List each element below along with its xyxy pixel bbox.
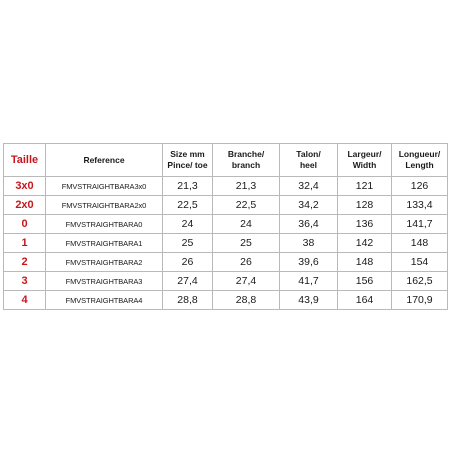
cell-talon: 38: [280, 234, 338, 253]
cell-branche: 22,5: [213, 196, 280, 215]
cell-talon: 36,4: [280, 215, 338, 234]
table-row: [4, 234, 448, 253]
cell-taille: 2x0: [4, 196, 46, 215]
cell-longueur: 141,7: [392, 215, 448, 234]
cell-reference: FMVSTRAIGHTBARA1: [46, 234, 163, 253]
header-talon-line1: Talon/: [296, 149, 321, 159]
cell-longueur: 148: [392, 234, 448, 253]
header-longueur: [392, 144, 448, 177]
table-body: [4, 177, 448, 310]
table-row: [4, 272, 448, 291]
header-longueur-line1: Longueur/: [398, 149, 441, 159]
header-talon: [280, 144, 338, 177]
table-header: [4, 144, 448, 177]
table-row: [4, 291, 448, 310]
cell-largeur: 121: [338, 177, 392, 196]
cell-taille: 1: [4, 234, 46, 253]
table-row: [4, 177, 448, 196]
cell-talon: 39,6: [280, 253, 338, 272]
header-branche: [213, 144, 280, 177]
cell-longueur: 133,4: [392, 196, 448, 215]
cell-branche: 21,3: [213, 177, 280, 196]
cell-taille: 2: [4, 253, 46, 272]
table-row: [4, 215, 448, 234]
cell-taille: 3x0: [4, 177, 46, 196]
cell-reference: FMVSTRAIGHTBARA3x0: [46, 177, 163, 196]
header-reference: Reference: [46, 144, 163, 177]
cell-talon: 43,9: [280, 291, 338, 310]
cell-talon: 34,2: [280, 196, 338, 215]
cell-taille: 0: [4, 215, 46, 234]
header-talon-line2: heel: [299, 160, 317, 170]
cell-size: 28,8: [163, 291, 213, 310]
cell-largeur: 156: [338, 272, 392, 291]
cell-reference: FMVSTRAIGHTBARA0: [46, 215, 163, 234]
cell-longueur: 162,5: [392, 272, 448, 291]
cell-branche: 27,4: [213, 272, 280, 291]
cell-largeur: 128: [338, 196, 392, 215]
cell-talon: 41,7: [280, 272, 338, 291]
cell-largeur: 136: [338, 215, 392, 234]
cell-longueur: 170,9: [392, 291, 448, 310]
header-row: [4, 144, 448, 177]
cell-taille: 4: [4, 291, 46, 310]
header-branche-line2: branch: [231, 160, 261, 170]
cell-branche: 25: [213, 234, 280, 253]
cell-reference: FMVSTRAIGHTBARA3: [46, 272, 163, 291]
cell-largeur: 142: [338, 234, 392, 253]
cell-talon: 32,4: [280, 177, 338, 196]
header-size-line2: Pince/ toe: [167, 160, 208, 170]
cell-branche: 26: [213, 253, 280, 272]
cell-largeur: 164: [338, 291, 392, 310]
size-table: [3, 143, 448, 310]
cell-size: 26: [163, 253, 213, 272]
cell-taille: 3: [4, 272, 46, 291]
table-row: [4, 196, 448, 215]
cell-largeur: 148: [338, 253, 392, 272]
cell-reference: FMVSTRAIGHTBARA4: [46, 291, 163, 310]
cell-branche: 24: [213, 215, 280, 234]
cell-size: 27,4: [163, 272, 213, 291]
cell-reference: FMVSTRAIGHTBARA2x0: [46, 196, 163, 215]
cell-branche: 28,8: [213, 291, 280, 310]
header-largeur: [338, 144, 392, 177]
cell-size: 25: [163, 234, 213, 253]
header-branche-line1: Branche/: [227, 149, 265, 159]
cell-reference: FMVSTRAIGHTBARA2: [46, 253, 163, 272]
header-largeur-line1: Largeur/: [347, 149, 382, 159]
header-largeur-line2: Width: [352, 160, 377, 170]
header-taille: Taille: [4, 144, 46, 177]
header-size-line1: Size mm: [170, 149, 205, 159]
cell-size: 24: [163, 215, 213, 234]
cell-longueur: 154: [392, 253, 448, 272]
cell-size: 22,5: [163, 196, 213, 215]
cell-longueur: 126: [392, 177, 448, 196]
header-size: [163, 144, 213, 177]
header-longueur-line2: Length: [405, 160, 434, 170]
cell-size: 21,3: [163, 177, 213, 196]
table-row: [4, 253, 448, 272]
